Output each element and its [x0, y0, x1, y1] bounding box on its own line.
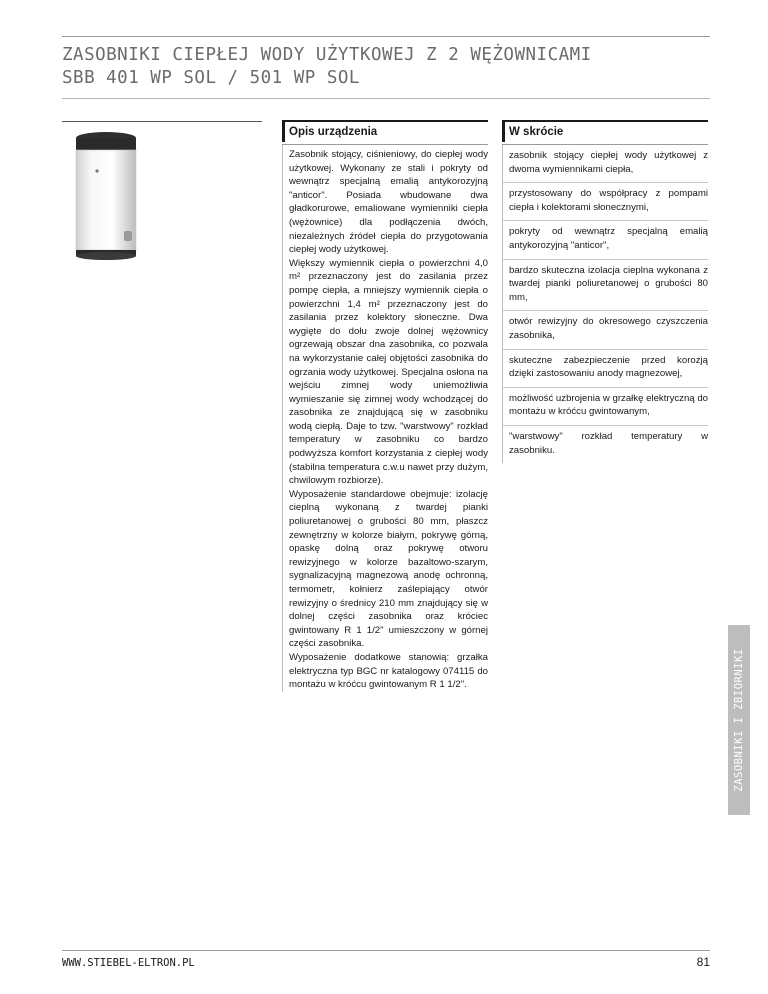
page-title — [62, 44, 710, 90]
description-paragraph: Zasobnik stojący, ciśnieniowy, do ciepłej wody użytkowej. Wykonany ze stali i pokryty od wewnątrz specjalną emalią antykorozyjną "anticor". Posiada wbudowane dwa gładkorurowe, emaliowane wymienniki ciepła (wężownice) dla podłączenia dwóch, niezależnych źródeł ciepła do przygotowania ciepłej wody użytkowej. — [289, 149, 488, 256]
description-heading: Opis urządzenia — [282, 120, 488, 142]
description-paragraph: Większy wymiennik ciepła o powierzchni 4,0 m² przeznaczony jest do zasilania przez pompę ciepła, a mniejszy wymiennik ciepła o powierzchni 1,4 m² przeznaczony jest do zasilania przez kolektory słoneczne. Dwa wygięte do dołu zwoje dolnej wężownicy ogrzewają obszar dna zasobnika, co pozwala na wykorzystanie całej objętości zasobnika do ogrzania wody użytkowej. Specjalna osłona na wejściu zimnej wody uniemożliwia wymieszanie się zimnej wody wchodzącej do zasobnika ze znajdującą się w zasobniku wodą ciepłą. Daje to tzw. "warstwowy" rozkład temperatury w zasobniku co bardzo podwyższa komfort korzystania z ciepłej wody (stabilna temperatura c.w.u nawet przy dużym, chwilowym rozbiorze). — [289, 257, 488, 487]
summary-item: otwór rewizyjny do okresowego czyszczenia zasobnika, — [502, 311, 708, 349]
summary-item: przystosowany do współpracy z pompami ciepła i kolektorami słonecznymi, — [502, 183, 708, 221]
page-number: 81 — [696, 955, 710, 969]
footer-url: WWW.STIEBEL-ELTRON.PL — [62, 957, 195, 969]
title-line-1: ZASOBNIKI CIEPŁEJ WODY UŻYTKOWEJ Z 2 WĘŻOWNICAMI — [62, 45, 592, 65]
title-rule — [62, 98, 710, 99]
summary-column — [502, 120, 708, 463]
description-paragraph: Wyposażenie dodatkowe stanowią: grzałka elektryczna typ BGC nr katalogowy 074115 do montażu w króćcu gwintowanym R 1 1/2". — [289, 651, 488, 691]
summary-heading: W skrócie — [502, 120, 708, 142]
section-side-tab — [728, 625, 750, 815]
product-image — [62, 121, 262, 266]
title-line-2: SBB 401 WP SOL / 501 WP SOL — [62, 68, 360, 88]
section-side-tab-label: ZASOBNIKI I ZBIORNIKI — [733, 648, 745, 792]
summary-item: możliwość uzbrojenia w grzałkę elektryczną do montażu w króćcu gwintowanym, — [502, 388, 708, 426]
description-column — [282, 120, 488, 692]
summary-item: zasobnik stojący ciepłej wody użytkowej z dwoma wymiennikami ciepła, — [502, 145, 708, 183]
footer-rule — [62, 950, 710, 951]
summary-item: pokryty od wewnątrz specjalną emalią antykorozyjną "anticor", — [502, 221, 708, 259]
description-paragraph: Wyposażenie standardowe obejmuje: izolację cieplną wykonaną z twardej pianki poliuretanowej o grubości 80 mm, płaszcz zewnętrzny w kolorze białym, pokrywę górną, opaskę dolną oraz pokrywę otworu rewizyjnego w kolorze bazaltowo-szarym, sygnalizacyjną magnezową anodę ochronną, termometr, kołnierz zaślepiający otwór rewizyjny o średnicy 210 mm znajdujący się w dolnej części zasobnika oraz króciec gwintowany R 1 1/2" umieszczony w górnej części zasobnika. — [289, 488, 488, 650]
water-heater-illustration — [66, 127, 146, 265]
description-text — [282, 145, 488, 692]
summary-item: skuteczne zabezpieczenie przed korozją dzięki zastosowaniu anody magnezowej, — [502, 350, 708, 388]
top-rule — [62, 36, 710, 37]
summary-item: "warstwowy" rozkład temperatury w zasobniku. — [502, 426, 708, 463]
summary-item: bardzo skuteczna izolacja cieplna wykonana z twardej pianki poliuretanowej o grubości 80 mm, — [502, 260, 708, 312]
